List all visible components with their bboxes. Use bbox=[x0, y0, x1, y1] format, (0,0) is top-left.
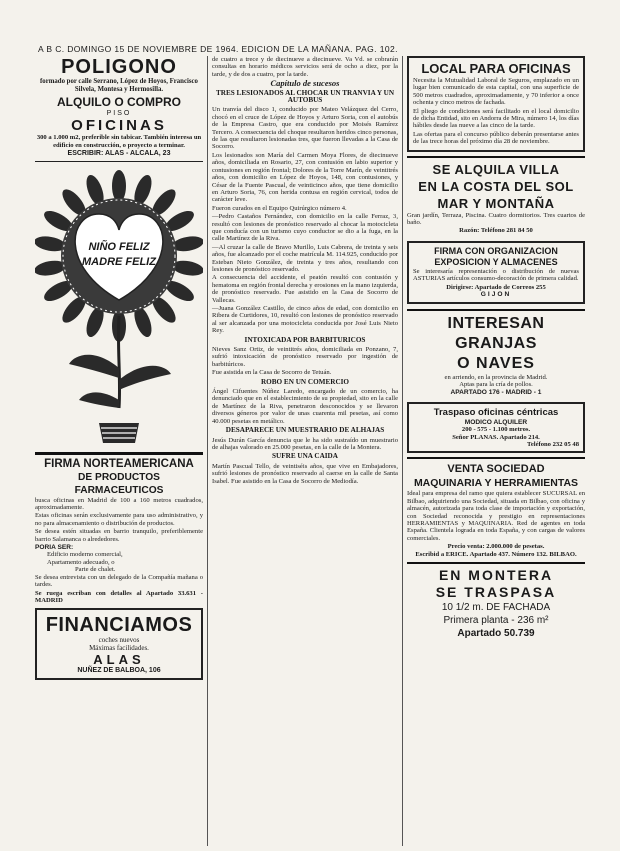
granjas-ad bbox=[407, 314, 585, 397]
firma-org-title-2: EXPOSICION Y ALMACENES bbox=[434, 256, 558, 267]
firma-norteamericana-ad bbox=[35, 458, 203, 605]
firma-title-2: DE PRODUCTOS FARMACEUTICOS bbox=[74, 471, 164, 496]
tranvia-p6: A consecuencia del accidente, el peatón resultó con contusión y hematoma en región frontal derecha y erosiones en la mano izquierda, de pronóstico reservado. Fue asistido en la Casa de Socorro de Vallecas. bbox=[212, 274, 398, 304]
financiamos-address: NUÑEZ DE BALBOA, 106 bbox=[77, 667, 161, 675]
villa-l2: EN LA COSTA DEL SOL bbox=[418, 178, 574, 194]
venta-sociedad-ad bbox=[407, 462, 585, 558]
local-oficinas-ad bbox=[407, 56, 585, 152]
poligono-piso: PISO bbox=[106, 110, 132, 117]
financiamos-l2: Máximas facilidades. bbox=[89, 643, 149, 652]
financiamos-ad bbox=[35, 608, 203, 679]
column-2 bbox=[212, 56, 398, 486]
mothers-day-slogan bbox=[35, 240, 203, 270]
granjas-l2: O NAVES bbox=[457, 354, 535, 372]
montera-l5: Apartado 50.739 bbox=[457, 628, 535, 639]
local-p2: El pliego de condiciones será facilitado en el local domicilio de dicha Entidad, sito en Andorra de Mira, número 14, los días hábiles desde las nueve a las cinco de la tarde. bbox=[413, 107, 579, 130]
villa-l3: MAR Y MONTAÑA bbox=[437, 195, 555, 211]
firma-poria: PORIA SER: bbox=[35, 544, 74, 552]
local-p3: Las ofertas para el concurso público deberán presentarse antes de las trece horas del próximo día 28 de noviembre. bbox=[413, 130, 579, 146]
venta-body: Ideal para empresa del ramo que quiera establecer SUCURSAL en Bilbao, adquiriendo una Sociedad, situada en Bilbao, con oficina y almacén, autorizada para toda clase de importación y exportación, con Sociedad reconocida y prestigio en representaciones HERRAMIENTAS y MAQUINARIA. Red de agentes en toda España. Clientela lograda en toda España, y con cargas de valores comerciales. bbox=[407, 490, 585, 542]
poligono-oficinas: OFICINAS bbox=[71, 117, 167, 135]
firma-li1: Edificio moderno comercial, bbox=[47, 551, 123, 559]
alhajas-p1: Jesús Durán García denuncia que le ha sido sustraído un muestrario de alhajas valorado en 25.000 pesetas, en la calle de la Montera. bbox=[212, 436, 398, 451]
poligono-title: POLIGONO bbox=[61, 56, 177, 78]
poligono-area: formado por calle Serrano, López de Hoyos, Francisco Silvela, Montesa y Hermosilla. bbox=[40, 78, 198, 93]
page-header: A B C. DOMINGO 15 DE NOVIEMBRE DE 1964. EDICION DE LA MAÑANA. PAG. 102. bbox=[38, 44, 398, 54]
firma-li2: Apartamento adecuado, o bbox=[47, 558, 115, 566]
firma-org-body: Se interesaría representación o distribución de nuevas ASTURIAS artículos consumo-decoración de primera calidad. bbox=[413, 267, 579, 283]
headline-barbituricos: INTOXICADA POR BARBITURICOS bbox=[244, 335, 366, 344]
caida-p1: Martín Pascual Tello, de veintiséis años, que vive en Embajadores, sufrió lesiones de pronóstico reservado al caerse en la calle de Santa Isabel. Fue asistido en la Casa de Socorro de Mediodía. bbox=[212, 462, 398, 485]
venta-contact: Escribid a ERICE. Apartado 437. Número 132. BILBAO. bbox=[415, 550, 577, 558]
slogan-line-2: MADRE FELIZ bbox=[82, 255, 156, 268]
firma-p3: Se desea estén situadas en barrio tranquilo, preferiblemente barrio Salamanca o alrededores. bbox=[35, 528, 203, 543]
traspaso-oficinas-ad bbox=[407, 402, 585, 454]
tranvia-p7: —Juana González Castillo, de cinco años de edad, con domicilio en Ribera de Curtidores, 10, resultó con lesiones de pronóstico reservado al ser alcanzada por una motocicleta conducida por José Luis Nieto Rey. bbox=[212, 305, 398, 335]
villa-contact: Razón: Teléfono 281 84 50 bbox=[459, 227, 533, 235]
granjas-l1: INTERESAN GRANJAS bbox=[447, 314, 545, 352]
traspaso-l1: MODICO ALQUILER bbox=[464, 418, 528, 426]
firma-li3: Parte de chalet. bbox=[75, 566, 116, 574]
montera-l4: Primera planta - 236 m² bbox=[443, 615, 549, 626]
sucesos-heading: Capítulo de sucesos bbox=[270, 78, 340, 89]
firma-p5: Se ruega escriban con detalles al Apartado 33.631 - MADRID bbox=[35, 589, 203, 604]
firma-p1: busca oficinas en Madrid de 100 a 160 metros cuadrados, aproximadamente. bbox=[35, 496, 203, 512]
montera-ad bbox=[407, 567, 585, 640]
financiamos-l1: coches nuevos bbox=[98, 636, 140, 645]
firma-org-title-1: FIRMA CON ORGANIZACION bbox=[434, 245, 558, 256]
column-divider bbox=[207, 56, 208, 846]
tranvia-p1: Un tranvía del disco 1, conducido por Mateo Velázquez del Cerro, chocó en el cruce de López de Hoyos y Arturo Soria, con el autobús de la Empresa Castro, que era conducido por Moisés Ramírez Tercero. A consecuencia del choque resultaron heridos cinco personas, de las que resultaron lesionadas tres, que fueron llevadas a la Casa de Socorro. bbox=[212, 106, 398, 151]
villa-ad bbox=[407, 161, 585, 235]
poligono-ad bbox=[35, 56, 203, 158]
column-1 bbox=[35, 56, 203, 680]
barbituricos-p1: Nieves Sanz Ortiz, de veintitrés años, domiciliada en Ponzano, 7, sufrió intoxicación de pronóstico reservado por ingestión de barbitúricos. bbox=[212, 346, 398, 368]
villa-body: Gran jardín, Terraza, Piscina. Cuatro dormitorios. Tres cuartos de baño. bbox=[407, 211, 585, 227]
intro-paragraph: de cuatro a trece y de diecinueve a diecinueve. Va Vd. se cobrarán consultas en horario médicos servicios será de ocho a diez, por la tarde, y de dos a cuatro, por la tarde. bbox=[212, 56, 398, 78]
tranvia-p3: Fueron curados en el Equipo Quirúrgico número 4. bbox=[212, 204, 347, 212]
firma-title-1: FIRMA NORTEAMERICANA bbox=[44, 457, 194, 470]
headline-alhajas: DESAPARECE UN MUESTRARIO DE ALHAJAS bbox=[225, 426, 385, 435]
sunflower-illustration bbox=[35, 168, 203, 448]
montera-l2: SE TRASPASA bbox=[435, 584, 557, 600]
tranvia-p2: Los lesionados son María del Carmen Moya Flores, de diecinueve años, domiciliada en Rosario, 27, con contusión en labio superior y contusiones en región frontal; Dolores de la Torre Marín, de veintitrés años, con domicilio en López de Hoyos, 148, con contusiones, y César de la Fuente Pascual, de veinticinco años, que tiene domicilio en Arturo Soria, 76, con herida contusa en región cervical, todos de carácter leve. bbox=[212, 151, 398, 204]
slogan-line-1: NIÑO FELIZ bbox=[88, 240, 150, 253]
local-title: LOCAL PARA OFICINAS bbox=[421, 61, 571, 76]
montera-l3: 10 1/2 m. DE FACHADA bbox=[441, 602, 551, 613]
column-3 bbox=[407, 56, 585, 640]
column-divider bbox=[402, 56, 403, 846]
tranvia-p4: —Pedro Castaños Fernández, con domicilio en la calle Ferraz, 3, resultó con lesiones de pronóstico reservado al chocar la motocicleta que conducía con un turismo cuyo conductor se dio a la fuga, en la calle Martínez de la Riva. bbox=[212, 213, 398, 243]
tranvia-p5: —Al cruzar la calle de Bravo Murillo, Luis Cabrera, de treinta y seis años, fue alcanzado por el coche matrícula M. 114.925, conducido por Esteban Nieto González, de treinta y tres años, resultando con lesiones de pronóstico reservado. bbox=[212, 243, 398, 273]
firma-p2: Estas oficinas serán exclusivamente para uso administrativo, y no para almacenamiento o distribución de productos. bbox=[35, 512, 203, 527]
poligono-body: 300 a 1.000 m2, preferible sin tabicar. También interesa un edificio en construcción, o proyecto a terminar. bbox=[36, 134, 202, 149]
villa-l1: SE ALQUILA VILLA bbox=[432, 161, 560, 177]
headline-caida: SUFRE UNA CAIDA bbox=[272, 452, 338, 461]
robo-p1: Ángel Cifuentes Núñez Laredo, encargado de un comercio, ha denunciado que en el establecimiento de su propiedad, sito en la calle de Martínez de la Riva, penetraron desconocidos y se llevaron diversos géneros por valor de unas cuarenta mil pesetas, así como 40.000 pesetas en metálico. bbox=[212, 388, 398, 425]
venta-title-2: MAQUINARIA Y HERRAMIENTAS bbox=[413, 477, 579, 490]
granjas-contact: APARTADO 176 - MADRID - 1 bbox=[450, 389, 542, 397]
venta-precio: Precio venta: 2.000.000 de pesetas. bbox=[447, 543, 545, 551]
traspaso-l3: Señor PLANAS. Apartado 214. bbox=[452, 433, 540, 441]
mothers-day-ad bbox=[35, 168, 203, 458]
traspaso-l2: 200 - 575 - 1.100 metros. bbox=[461, 426, 531, 434]
poligono-contact: ESCRIBIR: ALAS - ALCALA, 23 bbox=[67, 150, 171, 158]
firma-p4: Se desea entrevista con un delegado de la Compañía mañana o tardes. bbox=[35, 573, 203, 589]
local-p1: Necesita la Mutualidad Laboral de Seguros, emplazado en un lugar bien comunicado de esta capital, con una superficie de 500 metros cuadrados, aproximadamente, y 70 inferior a once ochenta y cinco metros de fachada. bbox=[413, 77, 579, 107]
firma-org-contact: Dirigirse: Apartado de Correos 255 bbox=[446, 283, 546, 291]
financiamos-title: FINANCIAMOS bbox=[45, 614, 193, 637]
headline-robo: ROBO EN UN COMERCIO bbox=[260, 377, 350, 386]
firma-organizacion-ad bbox=[407, 241, 585, 304]
montera-l1: EN MONTERA bbox=[438, 567, 554, 583]
granjas-body-1: en arriendo, en la provincia de Madrid. bbox=[444, 373, 548, 381]
headline-tranvia: TRES LESIONADOS AL CHOCAR UN TRANVIA Y UN AUTOBUS bbox=[215, 88, 395, 105]
granjas-body-2: Aptas para la cría de pollos. bbox=[459, 380, 533, 388]
traspaso-l4: Teléfono 232 05 48 bbox=[527, 440, 579, 448]
financiamos-brand: ALAS bbox=[93, 652, 145, 668]
traspaso-title: Traspaso oficinas céntricas bbox=[433, 406, 559, 418]
venta-title-1: VENTA SOCIEDAD bbox=[447, 463, 545, 476]
poligono-subtitle: ALQUILO O COMPRO bbox=[57, 95, 181, 109]
firma-org-city: GIJON bbox=[480, 291, 512, 299]
barbituricos-p2: Fue asistida en la Casa de Socorro de Tetuán. bbox=[212, 369, 332, 377]
